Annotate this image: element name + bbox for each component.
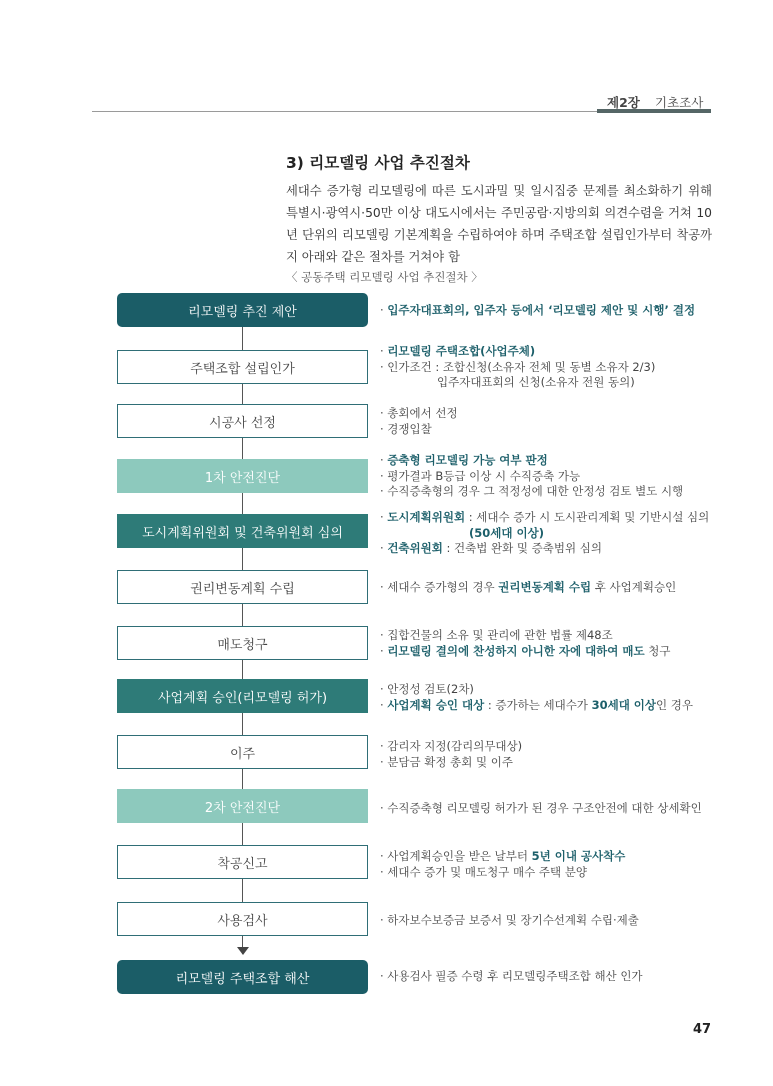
note-line [380, 469, 683, 485]
note-text: · 하자보수보증금 보증서 및 장기수선계획 수립·제출 [380, 913, 639, 927]
note-line [380, 969, 643, 985]
flow-step [117, 404, 368, 438]
flow-step-label: 사업계획 승인(리모델링 허가) [157, 690, 328, 706]
flow-step-notes [380, 801, 702, 817]
flow-step-label: 착공신고 [217, 856, 268, 872]
note-line [380, 755, 522, 771]
note-line [380, 801, 702, 817]
flow-step-label: 매도청구 [217, 637, 268, 653]
note-line [380, 344, 655, 360]
flow-step [117, 459, 368, 493]
note-text: · 인가조건 : 조합신청(소유자 전체 및 동별 소유자 2/3) [380, 359, 656, 374]
note-text: · [380, 303, 388, 317]
note-line [380, 628, 671, 644]
note-text: · 집합건물의 소유 및 관리에 관한 법률 제48조 [380, 628, 613, 642]
section-title: 3) 리모델링 사업 추진절차 [286, 154, 470, 172]
note-text: · 수직증축형 리모델링 허가가 된 경우 구조안전에 대한 상세확인 [380, 801, 702, 815]
flow-step-label: 시공사 선정 [209, 415, 276, 431]
note-line [380, 422, 458, 438]
note-line [380, 484, 683, 500]
flow-step-label: 1차 안전진단 [204, 470, 281, 486]
page-number: 47 [693, 1022, 712, 1037]
highlight-text: 사업계획 승인 대상 [387, 697, 485, 712]
flow-step-notes [380, 580, 676, 596]
note-text: : 건축법 완화 및 증축범위 심의 [442, 541, 602, 555]
note-line [380, 406, 458, 422]
note-text: 인 경우 [656, 697, 694, 712]
note-text: · [380, 643, 388, 658]
note-text: · 수직증축형의 경우 그 적정성에 대한 안정성 검토 별도 시행 [380, 484, 684, 498]
highlight-text: 도시계획위원회 [387, 510, 466, 524]
note-text: · 안정성 검토(2차) [380, 682, 474, 696]
note-text: · [380, 541, 388, 555]
flow-step-notes [380, 739, 522, 770]
note-text: 입주자대표회의 신청(소유자 전원 동의) [437, 375, 635, 389]
note-line [380, 303, 695, 319]
intro-paragraph: 세대수 증가형 리모델링에 따른 도시과밀 및 일시집중 문제를 최소화하기 위해 특별시·광역시·50만 이상 대도시에서는 주민공람·지방의회 의견수렴을 거쳐 10년 단위의 리모델링 기본계획을 수립하여야 하며 주택조합 설립인가부터 착공까지 아래와 같은 절차를 거쳐야 함 [286, 184, 712, 264]
highlight-text: 건축위원회 [387, 541, 443, 555]
flow-step-notes [380, 682, 693, 713]
flow-step-notes [380, 344, 655, 391]
note-text: · 세대수 증가형의 경우 [380, 580, 499, 594]
note-line [380, 739, 522, 755]
note-line [380, 913, 639, 929]
note-line [380, 698, 693, 714]
note-text: · [380, 453, 388, 467]
flow-step-notes [380, 510, 709, 557]
flow-step-notes [380, 303, 695, 319]
flow-step-notes [380, 913, 639, 929]
note-text: · 분담금 확정 총회 및 이주 [380, 754, 514, 769]
flow-step [117, 902, 368, 936]
note-line [380, 865, 625, 881]
note-text: · 사용검사 필증 수령 후 리모델링주택조합 해산 인가 [380, 969, 643, 983]
note-line [380, 526, 709, 542]
flow-step [117, 679, 368, 713]
flow-step [117, 514, 368, 548]
section-label: 기초조사 [655, 95, 704, 110]
highlight-text: 리모델링 주택조합(사업주체) [387, 344, 536, 358]
note-text: · 감리자 지정(감리의무대상) [380, 739, 523, 753]
highlight-text: (50세대 이상) [469, 525, 544, 540]
note-line [380, 644, 671, 660]
flow-step-label: 2차 안전진단 [204, 800, 281, 816]
flow-step [117, 626, 368, 660]
note-text: · 사업계획승인을 받은 날부터 [380, 849, 532, 863]
note-text: 후 사업계획승인 [591, 580, 677, 594]
highlight-text: 입주자대표회의, 입주자 등에서 ‘리모델링 제안 및 시행’ 결정 [387, 303, 696, 317]
flow-step [117, 789, 368, 823]
note-line [380, 541, 709, 557]
flow-step-notes [380, 969, 643, 985]
flow-step [117, 845, 368, 879]
flow-step [117, 293, 368, 327]
note-line [380, 360, 655, 376]
flow-step-notes [380, 628, 671, 659]
arrow-down-icon [237, 947, 249, 955]
flow-step-label: 도시계획위원회 및 건축위원회 심의 [142, 525, 343, 541]
highlight-text: 30세대 이상 [591, 697, 657, 712]
note-line [380, 453, 683, 469]
chapter-label: 제2장 [607, 95, 640, 110]
highlight-text: 리모델링 결의에 찬성하지 아니한 자에 대하여 매도 [387, 643, 645, 658]
note-line [380, 682, 693, 698]
flow-step-label: 리모델링 주택조합 해산 [175, 971, 310, 987]
note-text: · [380, 344, 388, 358]
highlight-text: 증축형 리모델링 가능 여부 판정 [387, 453, 548, 467]
note-text: · [380, 697, 388, 712]
flow-step [117, 350, 368, 384]
flow-step-label: 이주 [229, 746, 256, 762]
figure-caption: 〈 공동주택 리모델링 사업 추진절차 〉 [286, 270, 483, 284]
flow-step-notes [380, 849, 625, 880]
flow-step [117, 960, 368, 994]
note-text: · 평가결과 B등급 이상 시 수직증축 가능 [380, 468, 581, 483]
note-text: · [380, 510, 388, 524]
note-text: · 총회에서 선정 [380, 406, 458, 420]
note-line [380, 849, 625, 865]
flow-step-label: 사용검사 [217, 913, 268, 929]
note-line [380, 375, 655, 391]
note-line [380, 510, 709, 526]
note-text: · 세대수 증가 및 매도청구 매수 주택 분양 [380, 864, 587, 879]
note-line [380, 580, 676, 596]
flow-step-notes [380, 406, 458, 437]
highlight-text: 권리변동계획 수립 [498, 580, 592, 594]
flow-step-label: 리모델링 추진 제안 [188, 304, 297, 320]
flow-step [117, 570, 368, 604]
note-text: : 세대수 증가 시 도시관리계획 및 기반시설 심의 [465, 510, 710, 524]
flow-step-label: 주택조합 설립인가 [190, 361, 295, 377]
highlight-text: 5년 이내 공사착수 [531, 849, 626, 863]
note-text: · 경쟁입찰 [380, 421, 432, 436]
flow-step-notes [380, 453, 683, 500]
note-text: : 증가하는 세대수가 [484, 697, 592, 712]
flow-step [117, 735, 368, 769]
note-text: 청구 [644, 643, 671, 658]
flow-step-label: 권리변동계획 수립 [190, 581, 295, 597]
